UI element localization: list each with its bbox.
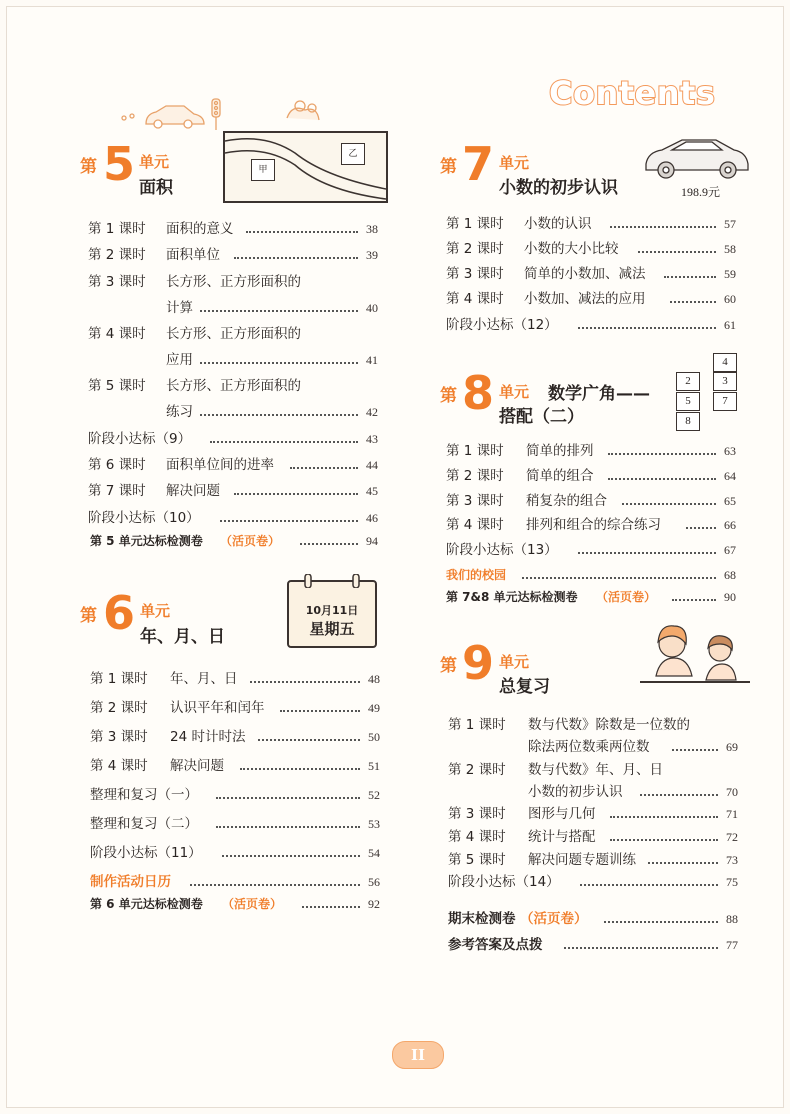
car-traffic-doodle-icon	[112, 96, 322, 132]
list-item[interactable]: 第 1 课时 小数的认识 57	[446, 216, 736, 232]
unit8-number: 8	[462, 366, 495, 420]
unit5-di: 第	[80, 157, 97, 177]
unit9-title: 总复习	[499, 677, 550, 697]
students-studying-icon	[630, 620, 756, 692]
list-item[interactable]: 整理和复习（二） 53	[90, 816, 380, 832]
list-item[interactable]: 第 7 课时 解决问题 45	[88, 483, 378, 499]
contents-title: Contents	[549, 74, 716, 112]
unit7-list	[446, 214, 746, 344]
list-item[interactable]: 第 3 课时 24 时计时法 50	[90, 729, 380, 745]
unit5-title: 面积	[139, 178, 173, 198]
list-item[interactable]: 第 4 课时 解决问题 51	[90, 758, 380, 774]
unit6-list	[90, 669, 390, 919]
list-item-cont[interactable]: 应用 41	[166, 352, 378, 368]
list-item[interactable]: 第 4 课时 小数加、减法的应用 60	[446, 291, 736, 307]
list-item[interactable]: 第 6 课时 面积单位间的进率 44	[88, 457, 378, 473]
unit9-number: 9	[462, 636, 495, 690]
list-item[interactable]: 第 4 课时 统计与搭配 72	[448, 829, 738, 845]
list-item[interactable]: 阶段小达标（12） 61	[446, 317, 736, 333]
list-item-cont[interactable]: 除法两位数乘两位数 69	[528, 739, 738, 755]
list-item-cont[interactable]: 计算 40	[166, 300, 378, 316]
unit5-number: 5	[103, 137, 136, 191]
unit7-di: 第	[440, 157, 457, 177]
calendar-weekday: 星期五	[309, 620, 355, 638]
list-item[interactable]: 制作活动日历 56	[90, 874, 380, 890]
list-item[interactable]: 我们的校园 68	[446, 568, 736, 582]
unit6-di: 第	[80, 606, 97, 626]
list-item[interactable]: 阶段小达标（10） 46	[88, 510, 378, 526]
number-grid-illustration: 4 2 3 5 7 8	[676, 353, 740, 431]
list-item[interactable]: 第 2 课时 数与代数》年、月、日	[448, 762, 663, 778]
unit8-title-line2: 搭配（二）	[499, 407, 584, 427]
toy-car-icon	[642, 130, 752, 182]
list-item[interactable]: 第 6 单元达标检测卷 （活页卷） 92	[90, 897, 380, 911]
list-item[interactable]: 第 5 课时 长方形、正方形面积的	[88, 378, 301, 394]
map-label-yi: 乙	[341, 143, 365, 165]
list-item[interactable]: 第 4 课时 排列和组合的综合练习 66	[446, 517, 736, 533]
calendar-illustration	[287, 580, 377, 648]
unit7-title: 小数的初步认识	[499, 178, 618, 198]
list-item[interactable]: 阶段小达标（11） 54	[90, 845, 380, 861]
unit6-title: 年、月、日	[140, 627, 225, 647]
list-item[interactable]: 第 2 课时 简单的组合 64	[446, 468, 736, 484]
list-item[interactable]: 第 1 课时 数与代数》除数是一位数的	[448, 717, 690, 733]
list-item[interactable]: 第 1 课时 面积的意义 38	[88, 221, 378, 237]
list-item[interactable]: 整理和复习（一） 52	[90, 787, 380, 803]
list-item[interactable]: 第 2 课时 小数的大小比较 58	[446, 241, 736, 257]
list-item[interactable]: 第 3 课时 稍复杂的组合 65	[446, 493, 736, 509]
list-item[interactable]: 第 4 课时 长方形、正方形面积的	[88, 326, 301, 342]
unit9-danyuan: 单元	[499, 653, 530, 671]
list-item-cont[interactable]: 练习 42	[166, 404, 378, 420]
page-number-badge: II	[392, 1041, 444, 1069]
list-item[interactable]: 阶段小达标（13） 67	[446, 542, 736, 558]
unit8-di: 第	[440, 386, 457, 406]
area-map-illustration	[223, 131, 388, 203]
calendar-date: 10月11日	[305, 604, 359, 617]
unit6-number: 6	[103, 586, 136, 640]
unit8-danyuan: 单元	[499, 383, 530, 401]
list-item[interactable]: 参考答案及点拨 77	[448, 937, 738, 953]
list-item[interactable]: 第 3 课时 图形与几何 71	[448, 806, 738, 822]
list-item[interactable]: 阶段小达标（9） 43	[88, 431, 378, 447]
list-item[interactable]: 第 3 课时 简单的小数加、减法 59	[446, 266, 736, 282]
list-item[interactable]: 第 2 课时 认识平年和闰年 49	[90, 700, 380, 716]
list-item[interactable]: 第 5 单元达标检测卷 （活页卷） 94	[90, 534, 378, 548]
unit7-danyuan: 单元	[499, 154, 530, 172]
unit7-number: 7	[462, 137, 495, 191]
unit9-di: 第	[440, 656, 457, 676]
list-item-cont[interactable]: 小数的初步认识 70	[528, 784, 738, 800]
list-item[interactable]: 第 3 课时 长方形、正方形面积的	[88, 274, 301, 290]
list-item[interactable]: 第 1 课时 简单的排列 63	[446, 443, 736, 459]
list-item[interactable]: 阶段小达标（14） 75	[448, 874, 738, 890]
list-item[interactable]: 第 2 课时 面积单位 39	[88, 247, 378, 263]
list-item[interactable]: 第 7&8 单元达标检测卷 （活页卷） 90	[446, 590, 736, 604]
car-price: 198.9元	[681, 185, 721, 199]
list-item[interactable]: 第 5 课时 解决问题专题训练 73	[448, 852, 738, 868]
unit8-title-line1: 数学广角——	[548, 384, 650, 404]
map-label-jia: 甲	[251, 159, 275, 181]
unit6-danyuan: 单元	[140, 602, 171, 620]
unit8-list	[446, 441, 746, 611]
unit5-danyuan: 单元	[139, 153, 170, 171]
unit9-list	[448, 715, 748, 955]
list-item[interactable]: 期末检测卷 （活页卷） 88	[448, 911, 738, 927]
unit5-list	[88, 219, 388, 559]
list-item[interactable]: 第 1 课时 年、月、日 48	[90, 671, 380, 687]
